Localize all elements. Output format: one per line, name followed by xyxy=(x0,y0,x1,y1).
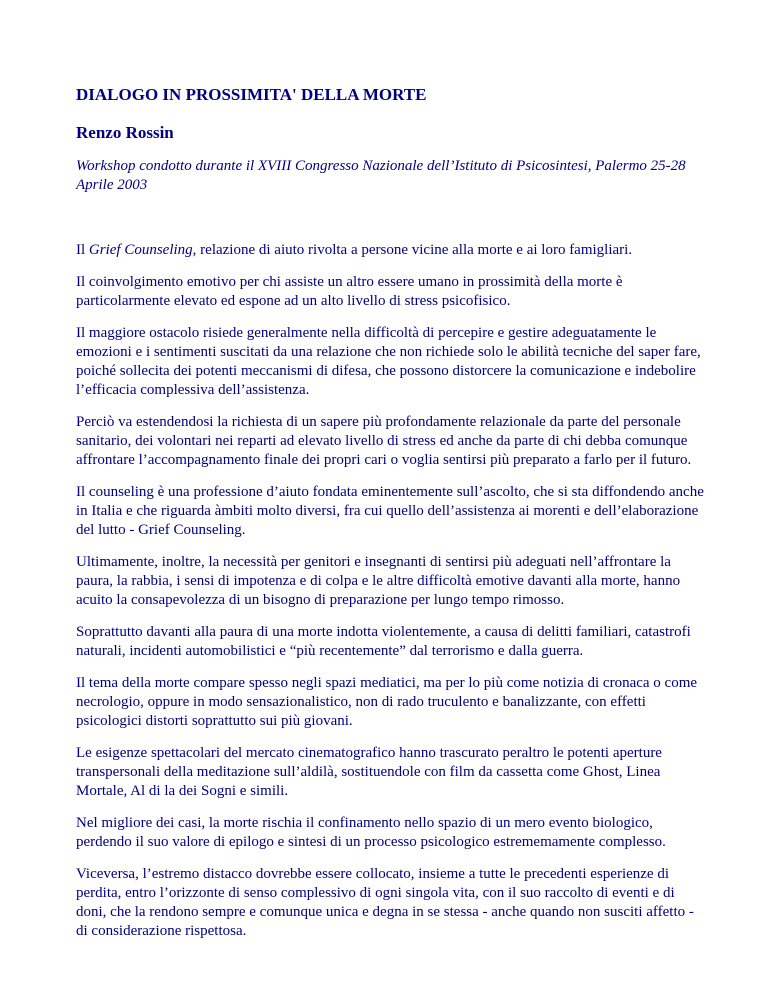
intro-emphasis: Grief Counseling xyxy=(88,242,193,258)
body-paragraph: Il maggiore ostacolo risiede generalmente nella difficoltà di percepire e gestire adeguatamente le emozioni e i sentimenti suscitati da una relazione che non richiede solo le abilità tecniche del saper fare, poiché sollecita dei potenti meccanismi di difesa, che possono distorcere la comunicazione e indebolire l’efficacia complessiva dell’assistenza. xyxy=(76,325,701,398)
body-paragraph: Perciò va estendendosi la richiesta di un sapere più profondamente relazionale da parte del personale sanitario, dei volontari nei reparti ad elevato livello di stress ed anche da parte di chi debba comunque affrontare l’accompagnamento finale dei propri cari o voglia sentirsi più preparato a farlo per il futuro. xyxy=(76,414,692,468)
body-paragraph: Il tema della morte compare spesso negli spazi mediatici, ma per lo più come notizia di cronaca o come necrologio, oppure in modo sensazionalistico, non di rado truculento e banalizzante, con effetti psicologici distorti soprattutto sui più giovani. xyxy=(76,675,698,729)
author-name: Renzo Rossin xyxy=(76,123,174,142)
intro-suffix: , relazione di aiuto rivolta a persone vicine alla morte e ai loro famigliari. xyxy=(192,242,633,258)
body-paragraph: Ultimamente, inoltre, la necessità per genitori e insegnanti di sentirsi più adeguati nell’affrontare la paura, la rabbia, i sensi di impotenza e di colpa e le altre difficoltà emotive davanti alla morte, hanno acuito la consapevolezza di un bisogno di preparazione per lungo tempo rimosso. xyxy=(76,554,681,608)
body-paragraph: Soprattutto davanti alla paura di una morte indotta violentemente, a causa di delitti familiari, catastrofi naturali, incidenti automobilistici e “più recentemente” dal terrorismo e dalla guerra. xyxy=(76,624,691,659)
body-paragraph: Nel migliore dei casi, la morte rischia il confinamento nello spazio di un mero evento biologico, perdendo il suo valore di epilogo e sintesi di un processo psicologico estrememamente complesso. xyxy=(76,815,666,850)
document-subtitle: Workshop condotto durante il XVIII Congresso Nazionale dell’Istituto di Psicosintesi, Palermo 25-28 Aprile 2003 xyxy=(76,158,686,193)
document-title: DIALOGO IN PROSSIMITA' DELLA MORTE xyxy=(76,85,427,104)
body-paragraph: Viceversa, l’estremo distacco dovrebbe essere collocato, insieme a tutte le precedenti esperienze di perdita, entro l’orizzonte di senso complessivo di ogni singola vita, con il suo raccolto di eventi e di doni, che la rendono sempre e comunque unica e degna in se stessa - anche quando non susciti affetto - di considerazione rispettosa. xyxy=(76,866,694,939)
document-page xyxy=(76,85,706,954)
body-paragraph: Le esigenze spettacolari del mercato cinematografico hanno trascurato peraltro le potenti aperture transpersonali della meditazione sull’aldilà, sostituendole con film da cassetta come Ghost, Linea Mortale, Al di la dei Sogni e simili. xyxy=(76,745,662,799)
body-paragraph: Il counseling è una professione d’aiuto fondata eminentemente sull’ascolto, che si sta diffondendo anche in Italia e che riguarda àmbiti molto diversi, fra cui quello dell’assistenza ai morenti e dell’elaborazione del lutto - Grief Counseling. xyxy=(76,484,704,538)
intro-paragraph xyxy=(76,241,706,260)
body-paragraph: Il coinvolgimento emotivo per chi assiste un altro essere umano in prossimità della morte è particolarmente elevato ed espone ad un alto livello di stress psicofisico. xyxy=(76,274,623,309)
intro-prefix: Il xyxy=(76,242,89,258)
